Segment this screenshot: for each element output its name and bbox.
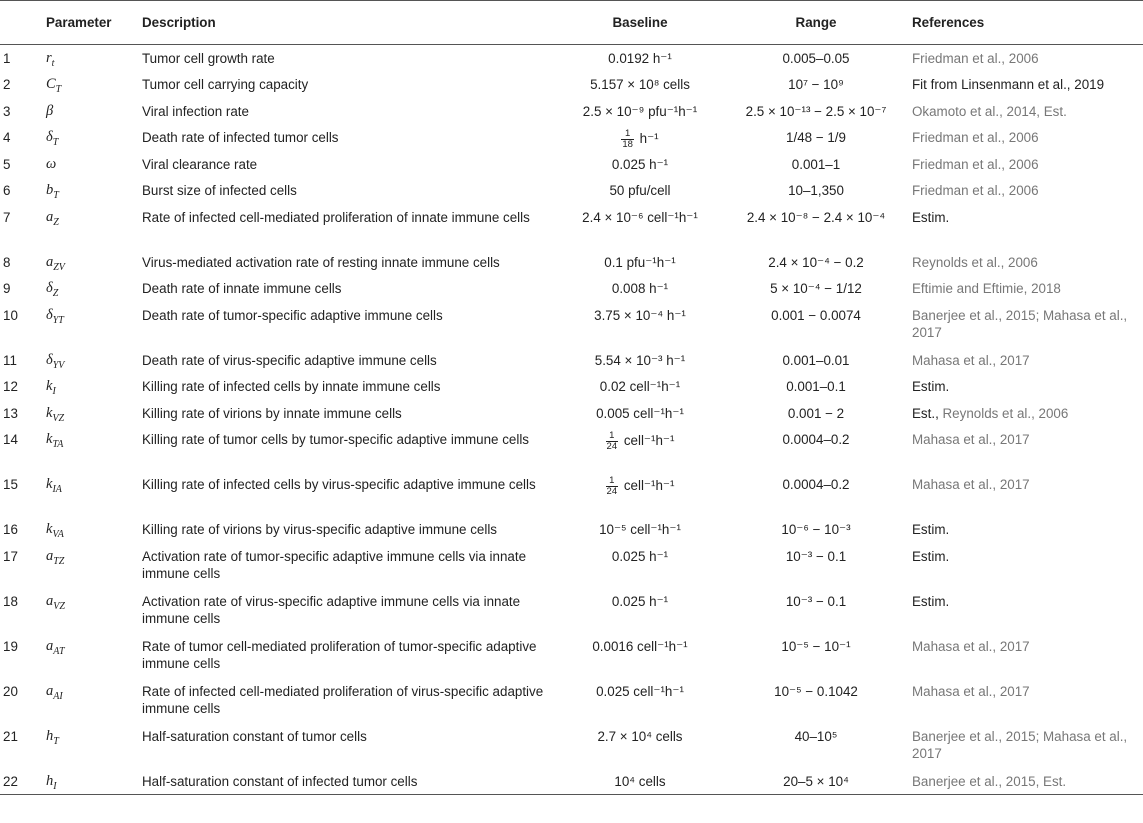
range-cell: 2.5 × 10⁻¹³ − 2.5 × 10⁻⁷ [745,103,887,119]
table-row [0,71,1143,98]
symbol-subscript: TA [52,438,64,450]
table-row [0,633,1143,678]
range-cell: 0.001–1 [791,156,841,172]
symbol-subscript: I [52,385,56,397]
row-number: 14 [3,432,18,447]
parameter-symbol [42,302,138,347]
row-number: 18 [3,593,18,609]
description-cell: Killing rate of virions by virus-specific adaptive immune cells [142,522,497,537]
parameter-symbol [42,588,138,633]
reference-plain: Est., [912,405,943,421]
baseline-cell: 0.0192 h⁻¹ [608,51,672,66]
baseline-cell: 0.1 pfu⁻¹h⁻¹ [604,254,676,270]
reference-link[interactable]: Mahasa et al., 2017 [912,432,1030,447]
symbol-base: a [46,682,54,699]
reference-cell [908,543,1143,588]
table-row [0,471,1143,516]
symbol-subscript: VZ [53,600,65,612]
symbol-subscript: VZ [52,412,65,424]
symbol-subscript: ZV [53,261,65,273]
baseline-cell: 5.157 × 10⁸ cells [590,77,690,92]
baseline-cell: 10⁻⁵ cell⁻¹h⁻¹ [599,522,681,537]
reference-cell [908,633,1143,678]
symbol-subscript: IA [52,483,62,495]
description-cell: Killing rate of infected cells by innate immune cells [142,379,441,394]
range-cell: 10⁻³ − 0.1 [785,593,847,609]
reference-cell [908,471,1143,516]
fraction-denominator: 18 [622,139,633,150]
baseline-cell: 3.75 × 10⁻⁴ h⁻¹ [594,307,686,323]
table-row [0,249,1143,276]
table-row [0,124,1143,151]
parameter-symbol [42,204,138,249]
reference-link[interactable]: Reynolds et al., 2006 [912,254,1038,270]
row-number: 10 [3,307,18,323]
parameter-symbol [42,71,138,98]
header-number [0,1,42,45]
baseline-cell: 0.0016 cell⁻¹h⁻¹ [592,638,688,654]
description-cell: Half-saturation constant of tumor cells [142,728,367,744]
reference-cell [908,151,1143,178]
range-cell: 10⁻⁵ − 0.1042 [774,683,858,699]
reference-link[interactable]: Friedman et al., 2006 [912,183,1039,198]
symbol-base: a [46,253,54,270]
parameter-symbol [42,275,138,302]
header-parameter: Parameter [42,1,138,45]
reference-cell [908,400,1143,427]
fraction-denominator: 24 [606,486,618,497]
reference-cell [908,45,1143,72]
description-cell: Rate of infected cell-mediated proliferation of virus-specific adaptive immune cells [142,683,544,716]
description-cell: Death rate of innate immune cells [142,281,342,296]
row-number: 7 [3,209,11,225]
table-row [0,302,1143,347]
description-cell: Tumor cell carrying capacity [142,77,309,92]
description-cell: Death rate of tumor-specific adaptive immune cells [142,307,443,323]
symbol-base: δ [46,351,53,368]
table-row [0,516,1143,543]
reference-link[interactable]: Eftimie and Eftimie, 2018 [912,281,1061,296]
baseline-cell: 0.005 cell⁻¹h⁻¹ [596,405,684,421]
symbol-subscript: AT [53,645,65,657]
baseline-cell: 0.025 h⁻¹ [611,593,669,609]
reference-link[interactable]: Mahasa et al., 2017 [912,477,1030,492]
parameter-symbol [42,151,138,178]
range-cell: 0.001 − 2 [787,405,845,421]
symbol-base: ω [46,155,57,172]
baseline-cell: 0.02 cell⁻¹h⁻¹ [599,379,681,394]
fraction [606,431,619,452]
symbol-base: b [46,182,54,198]
range-cell: 10⁻⁵ − 10⁻¹ [781,638,851,654]
reference-cell [908,302,1143,347]
reference-link[interactable]: Mahasa et al., 2017 [912,683,1030,699]
symbol-subscript: YT [52,314,64,326]
description-cell: Killing rate of virions by innate immune cells [142,405,402,421]
symbol-subscript: TZ [53,555,65,567]
reference-link[interactable]: Friedman et al., 2006 [912,156,1039,172]
table-row [0,723,1143,768]
reference-cell [908,177,1143,204]
parameter-symbol [42,347,138,374]
table-row [0,177,1143,204]
reference-cell [908,275,1143,302]
parameter-symbol [42,45,138,72]
description-cell: Activation rate of tumor-specific adaptive immune cells via innate immune cells [142,548,527,581]
range-cell: 20–5 × 10⁴ [724,768,908,795]
row-number: 2 [3,77,11,92]
range-cell: 0.001–0.01 [782,352,850,368]
reference-cell [908,516,1143,543]
row-number: 3 [3,103,11,119]
fraction [606,476,619,497]
table-row [0,543,1143,588]
parameter-symbol [42,633,138,678]
baseline-cell: 2.5 × 10⁻⁹ pfu⁻¹h⁻¹ [582,103,698,119]
symbol-base: δ [46,280,53,296]
reference-cell [908,124,1143,151]
table-row [0,373,1143,400]
range-cell: 40–10⁵ [794,728,838,744]
reference-link[interactable]: Okamoto et al., 2014, Est. [912,103,1067,119]
header-row [0,1,1143,45]
table-row [0,275,1143,302]
range-cell: 10⁻⁶ − 10⁻³ [781,522,851,537]
row-number: 22 [0,768,42,795]
row-number: 16 [3,522,18,537]
baseline-unit: cell⁻¹h⁻¹ [623,478,675,494]
parameter-symbol [42,249,138,276]
table-row [0,768,1143,795]
symbol-base: β [46,102,54,119]
row-number: 13 [3,405,18,421]
row-number: 20 [3,683,18,699]
baseline-cell: 2.7 × 10⁴ cells [597,728,683,744]
baseline-cell: 0.008 h⁻¹ [611,281,669,296]
baseline-cell [556,426,724,471]
reference-link[interactable]: Banerjee et al., 2015; Mahasa et al., 2017 [912,307,1128,340]
table-row [0,98,1143,125]
row-number: 1 [3,51,11,66]
range-cell: 10⁷ − 10⁹ [788,77,844,92]
reference-cell [908,347,1143,374]
symbol-base: k [46,404,53,421]
table-row [0,400,1143,427]
reference-link[interactable]: Friedman et al., 2006 [912,130,1039,145]
reference-link[interactable]: Friedman et al., 2006 [912,51,1039,66]
symbol-subscript: Z [52,287,59,299]
baseline-cell: 5.54 × 10⁻³ h⁻¹ [594,352,686,368]
range-cell: 0.001–0.1 [786,379,846,394]
symbol-base: r [46,50,52,66]
reference-cell [908,768,1143,795]
description-cell: Rate of infected cell-mediated proliferation of innate immune cells [142,209,530,225]
symbol-base: a [46,547,54,564]
range-cell: 0.0004–0.2 [782,477,850,492]
description-cell: Half-saturation constant of infected tumor cells [138,768,556,795]
symbol-subscript: I [53,780,57,792]
reference-cell [908,723,1143,768]
range-cell: 2.4 × 10⁻⁸ − 2.4 × 10⁻⁴ [746,209,886,225]
fraction-numerator: 1 [621,129,634,140]
symbol-base: h [46,727,54,744]
row-number: 11 [3,352,17,368]
fraction [621,129,634,150]
symbol-subscript: T [53,735,59,747]
description-cell: Viral clearance rate [142,156,258,172]
description-cell: Burst size of infected cells [142,183,297,198]
header-baseline: Baseline [556,1,724,45]
reference-plain: Estim. [912,522,950,537]
reference-link[interactable]: Reynolds et al., 2006 [942,405,1069,421]
symbol-subscript: T [55,83,62,95]
symbol-subscript: VA [52,528,64,540]
row-number: 19 [3,638,18,654]
parameter-symbol [42,373,138,400]
range-cell: 10⁻³ − 0.1 [785,548,847,564]
table-row [0,204,1143,249]
reference-plain: Estim. [912,548,950,564]
symbol-subscript: AI [53,690,63,702]
description-cell: Rate of tumor cell-mediated proliferation of tumor-specific adaptive immune cells [142,638,537,671]
description-cell: Killing rate of infected cells by virus-specific adaptive immune cells [142,477,536,492]
row-number: 17 [3,548,18,564]
row-number: 12 [3,379,18,394]
table-body [0,45,1143,795]
reference-plain: Fit from Linsenmann et al., 2019 [912,77,1105,92]
row-number: 21 [3,728,18,744]
row-number: 8 [3,254,11,270]
reference-plain: Estim. [912,209,950,225]
parameter-symbol [42,400,138,427]
symbol-base: δ [46,129,53,145]
reference-plain: Estim. [912,593,950,609]
baseline-cell [556,124,724,151]
range-cell: 10–1,350 [788,183,844,198]
parameter-symbol [42,426,138,471]
fraction-denominator: 24 [606,441,618,452]
baseline-cell [556,471,724,516]
fraction-numerator: 1 [606,431,619,442]
symbol-base: k [46,431,53,447]
description-cell: Killing rate of tumor cells by tumor-specific adaptive immune cells [142,432,529,447]
row-number: 6 [3,183,11,198]
parameter-symbol [42,678,138,723]
fraction-numerator: 1 [606,476,619,487]
baseline-unit: h⁻¹ [639,131,659,147]
description-cell: Death rate of infected tumor cells [142,130,339,145]
description-cell: Virus-mediated activation rate of resting innate immune cells [142,254,500,270]
symbol-base: a [46,208,54,225]
parameter-symbol [42,516,138,543]
reference-cell [908,588,1143,633]
description-cell: Activation rate of virus-specific adaptive immune cells via innate immune cells [142,593,521,626]
symbol-base: C [46,76,56,92]
parameter-symbol [42,768,138,795]
row-number: 4 [3,130,11,145]
symbol-base: k [46,476,53,492]
row-number: 9 [3,281,11,296]
table-row [0,426,1143,471]
table-row [0,347,1143,374]
symbol-base: a [46,637,54,654]
reference-cell [908,678,1143,723]
reference-cell [908,373,1143,400]
baseline-cell: 0.025 h⁻¹ [611,156,669,172]
reference-plain: Estim. [912,379,950,394]
baseline-unit: cell⁻¹h⁻¹ [623,433,675,449]
table-row [0,151,1143,178]
parameter-symbol [42,124,138,151]
header-range: Range [724,1,908,45]
parameter-symbol [42,98,138,125]
baseline-cell: 0.025 cell⁻¹h⁻¹ [596,683,684,699]
description-cell: Viral infection rate [142,103,249,119]
reference-link[interactable]: Banerjee et al., 2015; Mahasa et al., 2017 [912,728,1128,761]
range-cell: 0.005–0.05 [782,51,850,66]
symbol-base: h [46,772,54,789]
symbol-base: k [46,521,53,537]
reference-link[interactable]: Mahasa et al., 2017 [912,352,1030,368]
header-description: Description [138,1,556,45]
baseline-cell: 10⁴ cells [556,768,724,795]
table-row [0,678,1143,723]
symbol-subscript: T [53,189,59,201]
table-row [0,45,1143,72]
range-cell: 0.0004–0.2 [782,432,850,447]
reference-cell [908,71,1143,98]
range-cell: 5 × 10⁻⁴ − 1/12 [770,281,862,296]
symbol-subscript: t [51,57,55,69]
baseline-cell: 2.4 × 10⁻⁶ cell⁻¹h⁻¹ [582,209,698,225]
reference-cell [908,98,1143,125]
description-cell: Tumor cell growth rate [142,51,275,66]
reference-cell [908,426,1143,471]
symbol-subscript: YV [52,359,65,371]
parameter-symbol [42,177,138,204]
baseline-cell: 50 pfu/cell [609,183,671,198]
parameter-symbol [42,471,138,516]
row-number: 15 [3,477,18,492]
parameter-symbol [42,543,138,588]
parameter-symbol [42,723,138,768]
reference-link[interactable]: Banerjee et al., 2015, Est. [912,773,1067,789]
description-cell: Death rate of virus-specific adaptive immune cells [142,352,437,368]
reference-cell [908,204,1143,249]
symbol-base: a [46,592,54,609]
table-row [0,588,1143,633]
baseline-cell: 0.025 h⁻¹ [611,548,669,564]
range-cell: 2.4 × 10⁻⁴ − 0.2 [768,254,864,270]
symbol-base: k [46,378,53,394]
symbol-base: δ [46,306,53,323]
symbol-subscript: T [52,136,59,148]
reference-cell [908,249,1143,276]
range-cell: 0.001 − 0.0074 [771,307,861,323]
row-number: 5 [3,156,11,172]
symbol-subscript: Z [53,216,59,228]
header-references: References [908,1,1143,45]
reference-link[interactable]: Mahasa et al., 2017 [912,638,1030,654]
range-cell: 1/48 − 1/9 [786,130,846,145]
